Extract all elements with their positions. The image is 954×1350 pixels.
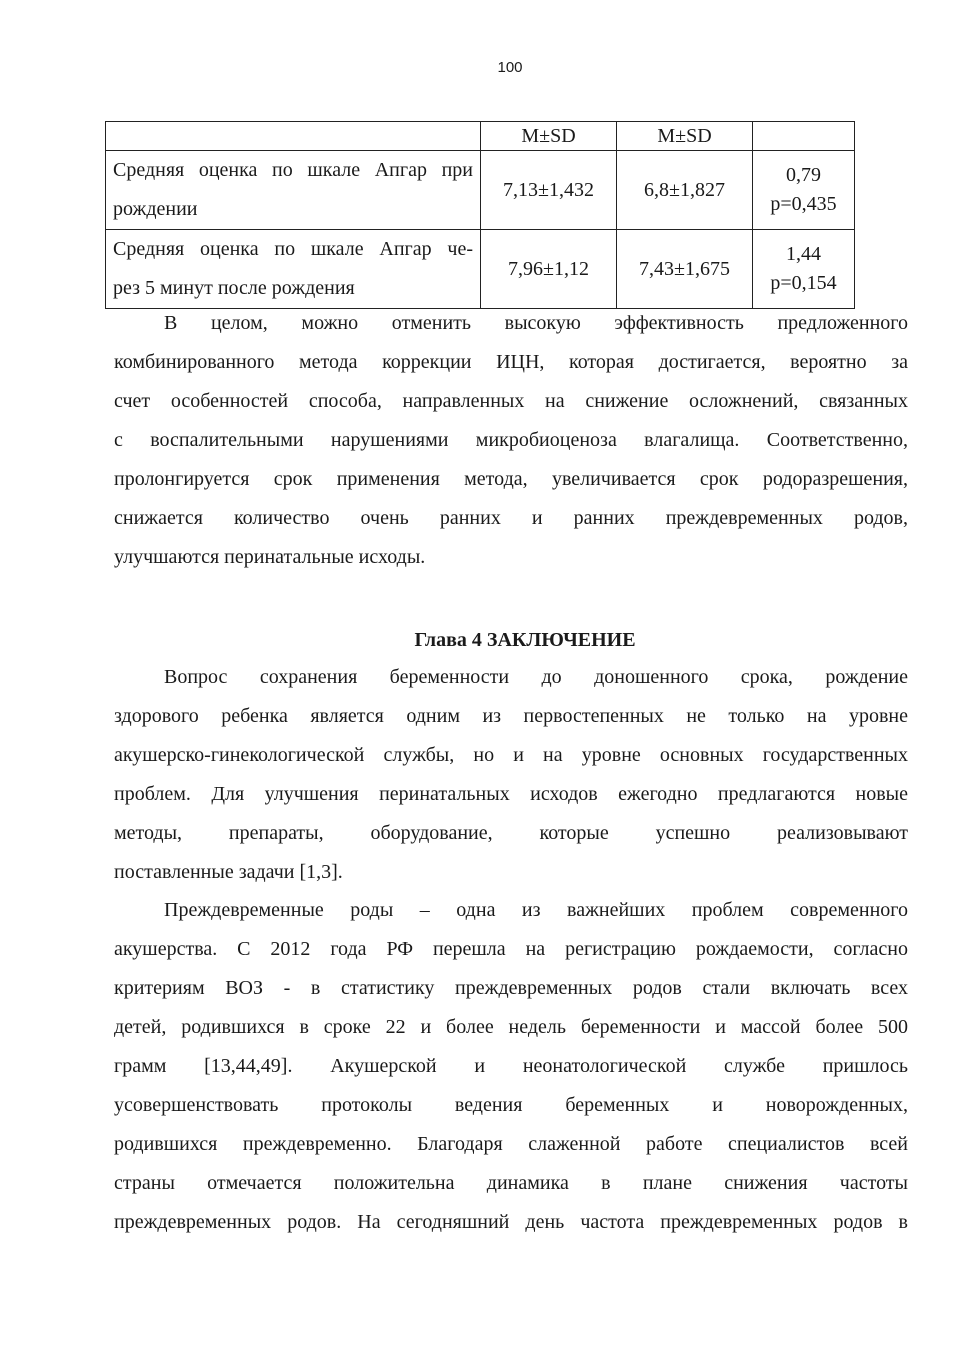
text-line: снижается количество очень ранних и ранних преждевременных родов, [114,507,908,529]
row-label [106,151,481,230]
text-line: поставленные задачи [1,3]. [114,861,343,883]
row-label [106,230,481,309]
page-number: 100 [497,59,523,76]
text-line: акушерско-гинекологической службы, но и на уровне основных государственных [114,744,908,766]
table-header-row [106,122,855,151]
row-label-line: рождении [113,198,198,220]
paragraph-pregnancy [114,658,908,892]
text-line: здорового ребенка является одним из первостепенных не только на уровне [114,705,908,727]
stat-cell [753,230,855,309]
table-header-cell [753,122,855,151]
text-line: страны отмечается положительна динамика в плане снижения частоты [114,1172,908,1194]
text-line: В целом, можно отменить высокую эффективность предложенного [164,312,908,334]
stat-value: 0,79 [786,164,821,186]
table-row [106,230,855,309]
table-row [106,151,855,230]
row-label-line: рез 5 минут после рождения [113,277,355,299]
table-cell: 7,43±1,675 [617,230,753,309]
stat-value: 1,44 [786,243,821,265]
text-line: комбинированного метода коррекции ИЦН, которая достигается, вероятно за [114,351,908,373]
text-line: грамм [13,44,49]. Акушерской и неонатологической службе пришлось [114,1055,908,1077]
paragraph-efficiency [114,304,908,577]
text-line: детей, родившихся в сроке 22 и более недель беременности и массой более 500 [114,1016,908,1038]
text-line: усовершенствовать протоколы ведения беременных и новорожденных, [114,1094,908,1116]
text-line: с воспалительными нарушениями микробиоценоза влагалища. Соответственно, [114,429,908,451]
text-line: проблем. Для улучшения перинатальных исходов ежегодно предлагаются новые [114,783,908,805]
text-line: методы, препараты, оборудование, которые успешно реализовывают [114,822,908,844]
text-line: счет особенностей способа, направленных на снижение осложнений, связанных [114,390,908,412]
text-line: пролонгируется срок применения метода, увеличивается срок родоразрешения, [114,468,908,490]
text-line: критериям ВОЗ - в статистику преждевременных родов стали включать всех [114,977,908,999]
chapter-heading: Глава 4 ЗАКЛЮЧЕНИЕ [414,629,636,651]
p-value: p=0,154 [770,272,837,294]
text-line: акушерства. С 2012 года РФ перешла на регистрацию рождаемости, согласно [114,938,908,960]
table-cell: 6,8±1,827 [617,151,753,230]
row-label-line: Средняя оценка по шкале Апгар при [113,159,473,181]
table-cell: 7,96±1,12 [481,230,617,309]
table-header-cell: M±SD [617,122,753,151]
apgar-table [105,121,855,309]
text-line: Вопрос сохранения беременности до доношенного срока, рождение [164,666,908,688]
text-line: преждевременных родов. На сегодняшний день частота преждевременных родов в [114,1211,908,1233]
text-line: улучшаются перинатальные исходы. [114,546,426,568]
paragraph-preterm-birth [114,891,908,1242]
text-line: родившихся преждевременно. Благодаря слаженной работе специалистов всей [114,1133,908,1155]
p-value: p=0,435 [770,193,837,215]
text-line: Преждевременные роды – одна из важнейших проблем современного [164,899,908,921]
row-label-line: Средняя оценка по шкале Апгар че- [113,238,473,260]
table-header-cell [106,122,481,151]
table-cell: 7,13±1,432 [481,151,617,230]
stat-cell [753,151,855,230]
table-header-cell: M±SD [481,122,617,151]
